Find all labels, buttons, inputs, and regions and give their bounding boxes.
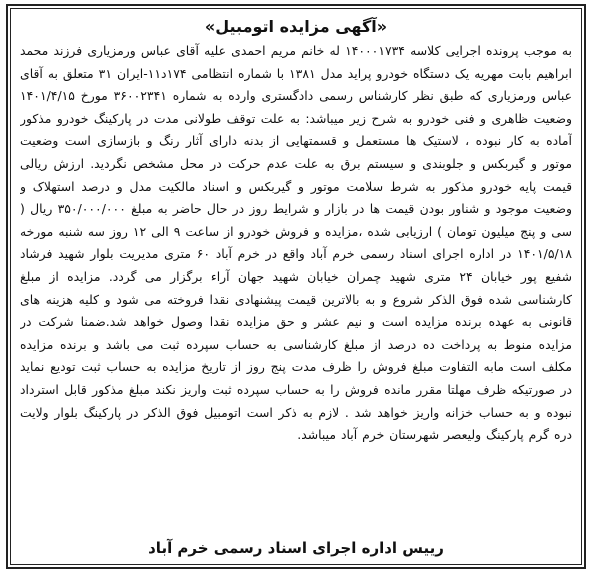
notice-body: به موجب پرونده اجرایی کلاسه ۱۴۰۰۰۱۷۳۴ له خانم مریم احمدی علیه آقای عباس ورمزیاری فرزند محمد ابراهیم بابت مهریه یک دستگاه خودرو پراید مدل ۱۳۸۱ با شماره انتظامی ۱۷۴د۱۱-ایران ۳۱ متعلق به آقای عباس ورمزیاری که طبق نظر کارشناس رسمی دادگستری وارده به شماره ۳۶۰۰۲۳۴۱ مورخ ۱۴۰۱/۴/۱۵ وضعیت ظاهری و فنی خودرو به شرح زیر میباشد: به علت توقف طولانی مدت در پارکینگ خودرو مذکور آماده به کار نبوده ، لاستیک ها مستعمل و قسمتهایی از بدنه دارای آثار رنگ و بازسازی است وضعیت موتور و گیربکس و جلوبندی و سیستم برق به علت عدم حرکت در محل مشخص نگردید. ارزش ریالی قیمت پایه خودرو مذکور به شرط سلامت موتور و گیربکس و اسناد مالکیت مدل و درصد استهلاک و وضعیت موجود و شناور بودن قیمت ها در بازار و شرایط روز در حال حاضر به مبلغ ۳۵۰/۰۰۰/۰۰۰ ریال ( سی و پنج میلیون تومان ) ارزیابی شده ،مزایده و فروش خودرو از ساعت ۹ الی ۱۲ روز سه شنبه مورخه ۱۴۰۱/۵/۱۸ در اداره اجرای اسناد رسمی خرم آباد واقع در خرم آباد ۶۰ متری مدیریت بلوار شهید فرشاد شفیع پور خیابان ۲۴ متری شهید چمران خیابان شهید جهان آراء برگزار می گردد. مزایده از مبلغ کارشناسی شده فوق الذکر شروع و به بالاترین قیمت پیشنهادی نقدا فروخته می شود و کلیه هزینه های قانونی به عهده برنده مزایده است و نیم عشر و حق مزایده نقدا وصول خواهد شد.ضمنا شرکت در مزایده منوط به پرداخت ده درصد از مبلغ کارشناسی به حساب سپرده ثبت می باشد و برنده مزایده مکلف است مابه التفاوت مبلغ فروش را ظرف مدت پنج روز از تاریخ مزایده به حساب ثبت تودیع نماید در صورتیکه ظرف مهلتا مقرر مانده فروش را به حساب سپرده ثبت واریز نکند مبلغ مذکور قابل استرداد نبوده و به حساب خزانه واریز خواهد شد . لازم به ذکر است اتومبیل فوق الذکر در پارکینگ بلوار ولایت دره گرم پارکینگ ولیعصر شهرستان خرم آباد میباشد.: [20, 43, 572, 443]
auction-notice-frame: [6, 4, 586, 569]
notice-signature: رییس اداره اجرای اسناد رسمی خرم آباد: [148, 539, 444, 557]
notice-title: «آگهی مزایده اتومبیل»: [204, 17, 388, 36]
